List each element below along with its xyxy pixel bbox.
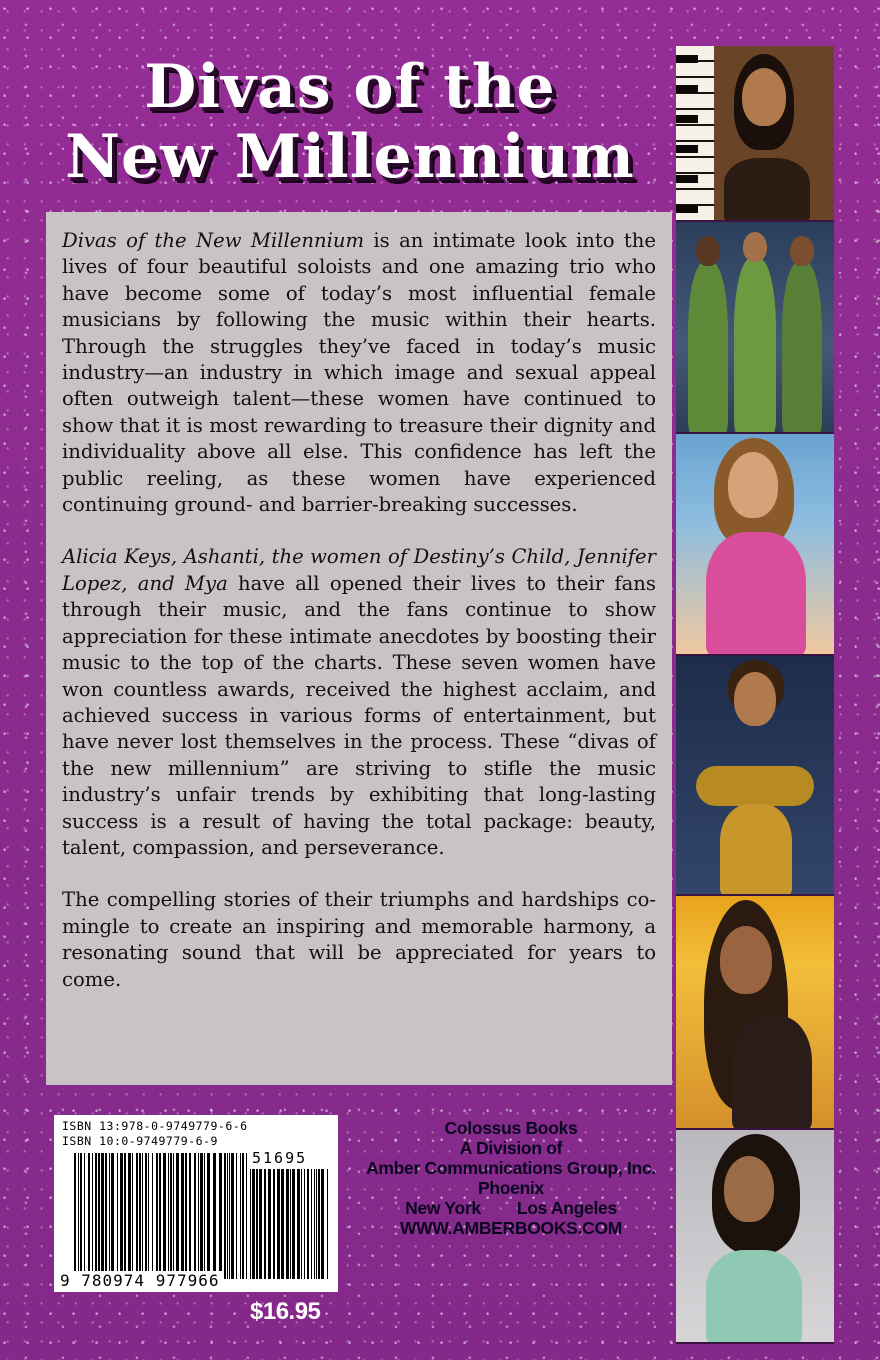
- description-paragraph-3: [62, 887, 656, 993]
- barcode-bar: [256, 1169, 258, 1279]
- barcode-bar: [290, 1169, 291, 1279]
- barcode-bar: [111, 1153, 114, 1279]
- barcode-bar: [120, 1153, 123, 1279]
- barcode-bar: [307, 1169, 309, 1279]
- photo-mtv-event: [676, 896, 834, 1130]
- barcode-bar: [204, 1153, 205, 1279]
- barcode-bar: [117, 1153, 118, 1279]
- barcode-bar: [98, 1153, 100, 1279]
- barcode-bar: [84, 1153, 85, 1279]
- publisher-info: [352, 1118, 670, 1238]
- barcode-bar: [198, 1153, 199, 1279]
- barcode-bar: [327, 1169, 328, 1279]
- barcode-bar: [200, 1153, 203, 1279]
- barcode-bar: [314, 1169, 315, 1279]
- barcode-bar: [173, 1153, 174, 1279]
- photo-trio-awards: [676, 222, 834, 434]
- addon-barcode: [250, 1169, 328, 1279]
- barcode-bar: [264, 1169, 266, 1279]
- ean-number: 9 780974 977966: [60, 1271, 220, 1290]
- barcode-bar: [207, 1153, 210, 1279]
- barcode-bar: [318, 1169, 320, 1279]
- barcode-bar: [224, 1153, 226, 1279]
- isbn-13: ISBN 13:978-0-9749779-6-6: [62, 1119, 248, 1133]
- barcode-bar: [281, 1169, 284, 1279]
- price: $16.95: [250, 1298, 321, 1325]
- barcode-bar: [142, 1153, 143, 1279]
- barcode-bar: [159, 1153, 161, 1279]
- barcode-bar: [92, 1153, 93, 1279]
- barcode-bar: [78, 1153, 79, 1279]
- gold-outfit-shape: [720, 804, 792, 896]
- body-shape: [732, 1016, 812, 1130]
- barcode-bar: [105, 1153, 107, 1279]
- description-paragraph-1: [62, 228, 656, 518]
- barcode-bar: [242, 1153, 244, 1279]
- barcode-bar: [240, 1153, 241, 1279]
- barcode-bar: [139, 1153, 141, 1279]
- paragraph-3-text: The compelling stories of their triumphs and hardships co-mingle to create an inspiring and memorable harmony, a resonating sound that will be appreciated for years to come.: [62, 888, 656, 991]
- barcode-bar: [273, 1169, 275, 1279]
- face-shape-2: [743, 232, 767, 262]
- publisher-city-phoenix: Phoenix: [478, 1178, 544, 1198]
- description-paragraph-2: [62, 544, 656, 861]
- barcode-bar: [286, 1169, 289, 1279]
- barcode-bar: [189, 1153, 191, 1279]
- barcode-bar: [185, 1153, 187, 1279]
- barcode-bar: [213, 1153, 216, 1279]
- book-title-inline: Divas of the New Millennium: [62, 229, 365, 252]
- barcode-bar: [170, 1153, 172, 1279]
- publisher-name: Colossus Books: [444, 1118, 578, 1138]
- barcode-bar: [229, 1153, 230, 1279]
- photo-portrait: [676, 1130, 834, 1344]
- face-shape: [734, 672, 776, 726]
- barcode-bar: [101, 1153, 104, 1279]
- top-shape: [706, 1250, 802, 1344]
- body-shape: [724, 158, 810, 222]
- barcode-box: [54, 1115, 338, 1292]
- dress-shape-1: [688, 262, 728, 434]
- trophies-shape: [696, 766, 814, 806]
- isbn-10: ISBN 10:0-9749779-6-9: [62, 1134, 218, 1148]
- dress-shape-2: [734, 258, 776, 434]
- barcode-bar: [236, 1153, 237, 1279]
- barcode-bar: [95, 1153, 97, 1279]
- barcode-bar: [156, 1153, 158, 1279]
- photo-piano-artist: [676, 46, 834, 222]
- barcode-bar: [301, 1169, 302, 1279]
- photo-gold-awards: [676, 656, 834, 896]
- barcode-bar: [176, 1153, 179, 1279]
- piano-black-keys: [676, 46, 698, 222]
- title-line-2: New Millennium: [65, 122, 635, 192]
- barcode-bar: [321, 1169, 324, 1279]
- barcode-bar: [163, 1153, 166, 1279]
- paragraph-1-text: is an intimate look into the lives of four beautiful soloists and one amazing trio who have become some of today’s most influential female musicians by following the music within their hearts. Through the struggles they’ve faced in today’s music industry—an industry in which image and sexual appeal often outweigh talent—these women have continued to show that it is most rewarding to treasure their dignity and individuality above all else. This confidence has left the public reeling, as these women have experienced continuing ground- and barrier-breaking successes.: [62, 229, 656, 517]
- barcode-bar: [297, 1169, 300, 1279]
- barcode-bar: [181, 1153, 184, 1279]
- barcode-bar: [292, 1169, 295, 1279]
- face-shape-1: [696, 236, 720, 266]
- barcode-bar: [304, 1169, 305, 1279]
- barcode-bar: [246, 1153, 247, 1279]
- barcode-bar: [277, 1169, 280, 1279]
- barcode-addon-number: 51695: [252, 1149, 308, 1167]
- barcode-bar: [109, 1153, 110, 1279]
- barcode-bar: [80, 1153, 82, 1279]
- barcode-bar: [136, 1153, 138, 1279]
- artist-names: Alicia Keys, Ashanti, the women of Destiny’s Child, Jennifer Lopez, and Mya: [62, 545, 656, 595]
- barcode-bar: [132, 1153, 133, 1279]
- photo-strip: [676, 46, 834, 1344]
- barcode-bar: [227, 1153, 228, 1279]
- barcode-bar: [259, 1169, 262, 1279]
- barcode-bar: [311, 1169, 312, 1279]
- title-line-1: Divas of the: [144, 52, 556, 122]
- face-shape-3: [790, 236, 814, 266]
- dress-shape: [706, 532, 806, 656]
- face-shape: [728, 452, 778, 518]
- barcode-bar: [88, 1153, 90, 1279]
- ean-barcode: [74, 1153, 248, 1279]
- publisher-group: Amber Communications Group, Inc.: [366, 1158, 656, 1178]
- barcode-bar: [219, 1153, 222, 1279]
- barcode-bar: [128, 1153, 131, 1279]
- barcode-bar: [148, 1153, 149, 1279]
- barcode-bar: [316, 1169, 317, 1279]
- publisher-city-los-angeles: Los Angeles: [516, 1198, 617, 1218]
- barcode-bar: [231, 1153, 234, 1279]
- barcode-bar: [152, 1153, 153, 1279]
- publisher-website[interactable]: WWW.AMBERBOOKS.COM: [399, 1218, 623, 1238]
- face-shape: [742, 68, 786, 126]
- barcode-bar: [250, 1169, 251, 1279]
- book-title: [40, 52, 660, 192]
- face-shape: [724, 1156, 774, 1222]
- face-shape: [720, 926, 772, 994]
- photo-pink-dress: [676, 434, 834, 656]
- description-panel: [46, 212, 672, 1085]
- dress-shape-3: [782, 262, 822, 434]
- barcode-bar: [252, 1169, 255, 1279]
- publisher-city-new-york: New York: [405, 1198, 481, 1218]
- barcode-bar: [124, 1153, 126, 1279]
- barcode-bar: [194, 1153, 196, 1279]
- paragraph-2-text: have all opened their lives to their fans through their music, and the fans continue to show appreciation for these intimate anecdotes by boosting their music to the top of the charts. These seven women have won countless awards, received the highest acclaim, and achieved success in various forms of entertainment, but have never lost themselves in the process. These “divas of the new millennium” are striving to stifle the music industry’s unfair trends by exhibiting that long-lasting success is a result of having the total package: beauty, talent, compassion, and perseverance.: [62, 571, 656, 859]
- barcode-bar: [74, 1153, 76, 1279]
- publisher-division: A Division of: [459, 1138, 563, 1158]
- barcode-bar: [168, 1153, 169, 1279]
- publisher-cities-row: [352, 1198, 670, 1218]
- barcode-bar: [268, 1169, 271, 1279]
- barcode-bar: [145, 1153, 147, 1279]
